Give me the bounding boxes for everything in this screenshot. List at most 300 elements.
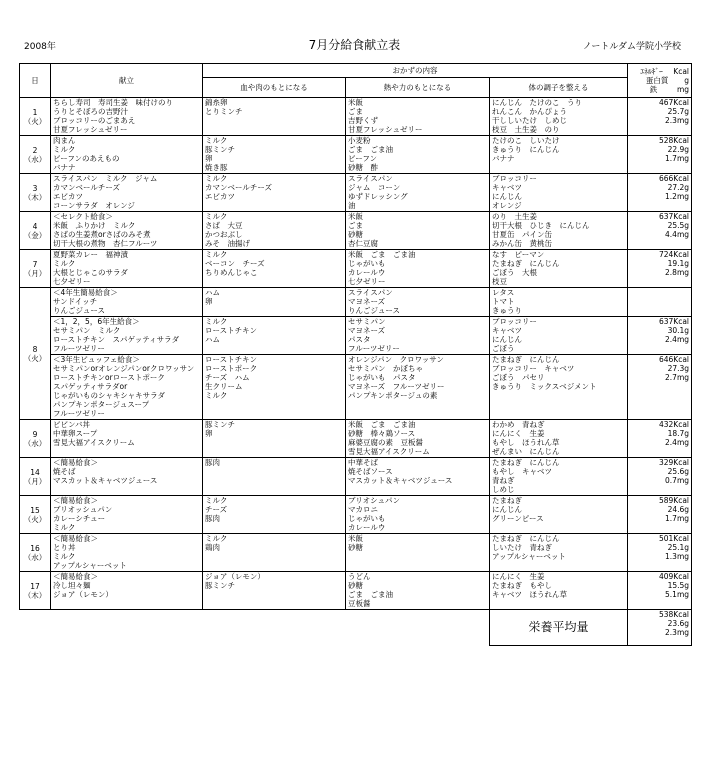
table-row (20, 288, 692, 317)
menu-cell (51, 174, 203, 212)
blood-item: 豚ミンチ (205, 420, 235, 429)
blood-item: カマンベールチーズ (205, 183, 272, 192)
blood-cell (203, 534, 346, 572)
nutrition-value: 25.5g (667, 221, 690, 230)
menu-item: ミルク (53, 145, 76, 154)
nutrition-value: 18.7g (667, 429, 690, 438)
blood-item: 豚ミンチ (205, 145, 235, 154)
nutrition-cell (628, 572, 692, 610)
nutrition-value: 2.4mg (665, 335, 690, 344)
nutrition-value: 4.4mg (665, 230, 690, 239)
heat-item: 油 (348, 201, 356, 210)
blood-cell (203, 250, 346, 288)
table-row (20, 572, 692, 610)
body-cell (490, 420, 628, 458)
heat-item: マヨネーズ フルーツゼリー (348, 382, 445, 391)
blood-item: チーズ ハム (205, 373, 250, 382)
nutrition-value: 2.3mg (665, 116, 690, 125)
nutrition-value: 329Kcal (658, 458, 690, 467)
blood-item: 生クリーム (205, 382, 243, 391)
heat-item: りんごジュース (348, 306, 400, 315)
menu-cell (51, 288, 203, 317)
day-cell (20, 288, 51, 420)
nutrition-cell (628, 496, 692, 534)
body-item: れんこん かんぴょう (492, 107, 567, 116)
blood-cell (203, 98, 346, 136)
menu-item: カマンベールチーズ (53, 183, 120, 192)
blood-item: ミルク (205, 391, 228, 400)
body-item: しいたけ 青ねぎ (492, 543, 552, 552)
body-item: 枝豆 (492, 277, 507, 286)
menu-item: ブロッコリーのごまあえ (53, 116, 136, 125)
menu-cell (51, 572, 203, 610)
body-item: たまねぎ にんじん (492, 458, 560, 467)
body-item: ブロッコリー キャベツ (492, 364, 575, 373)
summary-label: 栄養平均量 (490, 610, 628, 646)
day-cell (20, 458, 51, 496)
menu-item: 雪見大福アイスクリーム (53, 438, 135, 447)
blood-item: ミルク (205, 496, 228, 505)
nutrition-value: 15.5g (667, 581, 690, 590)
blood-cell (203, 420, 346, 458)
body-item: たまねぎ (492, 496, 522, 505)
blood-cell (203, 136, 346, 174)
header-menu: 献立 (51, 64, 203, 98)
menu-item: セサミパン ミルク (53, 326, 121, 335)
table-row (20, 212, 692, 250)
heat-item: 甘夏フレッシュゼリー (348, 125, 423, 134)
header-nutrition (628, 64, 692, 98)
menu-item: ビビンバ丼 (53, 420, 90, 429)
body-item: 干ししいたけ しめじ (492, 116, 567, 125)
body-item: にんじん (492, 335, 522, 344)
nutrition-value: 25.6g (667, 467, 690, 476)
heat-item: ごま ごま油 (348, 590, 393, 599)
nutrition-value: 27.2g (667, 183, 690, 192)
heat-item: 米飯 (348, 98, 363, 107)
blood-cell (203, 317, 346, 355)
nutrition-value (630, 297, 689, 306)
body-item: グリーンピース (492, 514, 544, 523)
table-row (20, 496, 692, 534)
table-row (20, 250, 692, 288)
heat-item: 豆板醤 (348, 599, 371, 608)
nutrition-value: 25.7g (667, 107, 690, 116)
menu-item: ＜簡易給食＞ (53, 534, 98, 543)
nutrition-value: 637Kcal (658, 212, 690, 221)
nutrition-value: 646Kcal (658, 355, 690, 364)
body-item: トマト (492, 297, 515, 306)
nutrition-value: 27.3g (667, 364, 690, 373)
summary-value: 2.3mg (665, 628, 690, 637)
nutrition-value: 1.2mg (665, 192, 690, 201)
day-cell (20, 136, 51, 174)
blood-item: とりミンチ (205, 107, 243, 116)
heat-item: マヨネーズ (348, 326, 386, 335)
body-item: たまねぎ にんじん (492, 534, 560, 543)
body-cell (490, 496, 628, 534)
nutrition-value: 2.7mg (665, 373, 690, 382)
menu-item: 甘夏フレッシュゼリー (53, 125, 128, 134)
menu-item: さばの生姜煮orさばのみそ煮 (53, 230, 151, 239)
day-weekday: （木） (23, 590, 47, 600)
heat-item: スライスパン (348, 288, 393, 297)
header-heat: 熱や力のもとになる (346, 78, 490, 98)
body-item: きゅうり ミックスベジメント (492, 382, 597, 391)
menu-item: カレーシチュー (53, 514, 106, 523)
body-cell (490, 212, 628, 250)
menu-cell (51, 136, 203, 174)
menu-item: じゃがいものシャキシャキサラダ (53, 391, 166, 400)
day-cell (20, 212, 51, 250)
blood-item: チーズ (205, 505, 228, 514)
nutrition-value: 409Kcal (658, 572, 690, 581)
menu-item: 大根とじゃこのサラダ (53, 268, 128, 277)
blood-item: ミルク (205, 174, 228, 183)
menu-item: ローストチキンorローストポーク (53, 373, 165, 382)
menu-item: フルーツゼリー (53, 344, 105, 353)
nutrition-value: 25.1g (667, 543, 690, 552)
day-cell (20, 572, 51, 610)
heat-item: スライスパン (348, 174, 393, 183)
heat-cell (346, 174, 490, 212)
heat-item: 七夕ゼリー (348, 277, 386, 286)
body-item: キャベツ (492, 326, 522, 335)
menu-cell (51, 496, 203, 534)
blood-item: ちりめんじゃこ (205, 268, 258, 277)
body-item: きゅうり にんじん (492, 145, 560, 154)
heat-item: カレールウ (348, 523, 386, 532)
blood-item: ミルク (205, 534, 228, 543)
day-date: 9 (32, 429, 38, 439)
heat-cell (346, 355, 490, 420)
menu-item: マスカット＆キャベツジュース (53, 476, 158, 485)
heat-item: パスタ (348, 335, 371, 344)
menu-item: とり丼 (53, 543, 76, 552)
table-row (20, 174, 692, 212)
body-item: にんにく 生姜 (492, 572, 545, 581)
blood-cell (203, 355, 346, 420)
blood-item: 豚肉 (205, 514, 220, 523)
heat-cell (346, 534, 490, 572)
heat-item: ごま (348, 221, 363, 230)
menu-cell (51, 458, 203, 496)
body-item: オレンジ (492, 201, 522, 210)
day-weekday: （火） (23, 116, 47, 126)
protein-unit: g (684, 76, 690, 85)
nutrition-value: 5.1mg (665, 590, 690, 599)
body-item: キャベツ (492, 183, 522, 192)
menu-item: ＜セレクト給食＞ (53, 212, 113, 221)
body-item: にんじん (492, 192, 522, 201)
menu-item: りんごジュース (53, 306, 105, 315)
body-item: ごぼう パセリ (492, 373, 545, 382)
table-row (20, 534, 692, 572)
heat-cell (346, 572, 490, 610)
table-row (20, 136, 692, 174)
blood-item: ローストチキン (205, 326, 258, 335)
heat-cell (346, 458, 490, 496)
body-item: ぜんまい にんじん (492, 447, 560, 456)
heat-item: 砂糖 (348, 581, 363, 590)
day-cell (20, 534, 51, 572)
body-cell (490, 458, 628, 496)
day-weekday: （木） (23, 192, 47, 202)
day-date: 14 (30, 467, 40, 477)
body-item: 枝豆 土生姜 のり (492, 125, 560, 134)
nutrition-cell (628, 420, 692, 458)
menu-cell (51, 212, 203, 250)
nutrition-value: 30.1g (667, 326, 690, 335)
heat-cell (346, 317, 490, 355)
blood-item: 卵 (205, 154, 213, 163)
body-item: 切干大根 ひじき にんじん (492, 221, 590, 230)
heat-cell (346, 420, 490, 458)
heat-item: 麻婆豆腐の素 豆板醤 (348, 438, 423, 447)
energy-unit: Kcal (673, 67, 690, 76)
iron-label: 鉄 (649, 85, 658, 94)
day-date: 2 (32, 145, 38, 155)
body-item: たまねぎ にんじん (492, 259, 560, 268)
menu-item: 夏野菜カレー 福神漬 (53, 250, 128, 259)
nutrition-value: 2.4mg (665, 438, 690, 447)
body-item: たけのこ しいたけ (492, 136, 560, 145)
body-item: たまねぎ にんじん (492, 355, 560, 364)
heat-item: うどん (348, 572, 371, 581)
header-body: 体の調子を整える (490, 78, 628, 98)
body-cell (490, 98, 628, 136)
heat-item: マヨネーズ (348, 297, 386, 306)
nutrition-value: 1.7mg (665, 154, 690, 163)
body-item: レタス (492, 288, 515, 297)
heat-item: 雪見大福アイスクリーム (348, 447, 430, 456)
nutrition-value: 19.1g (667, 259, 690, 268)
heat-cell (346, 98, 490, 136)
blood-item: ベーコン チーズ (205, 259, 265, 268)
menu-item: うりとそぼろの吉野汁 (53, 107, 128, 116)
blood-item: 錦糸卵 (205, 98, 228, 107)
heat-item: 砂糖 (348, 230, 363, 239)
day-cell (20, 174, 51, 212)
body-item: キャベツ ほうれん草 (492, 590, 567, 599)
heat-item: セサミパン かぼちゃ (348, 364, 423, 373)
body-item: 青ねぎ (492, 476, 515, 485)
menu-cell (51, 317, 203, 355)
day-cell (20, 250, 51, 288)
day-weekday: （月） (23, 476, 47, 486)
blood-item: 豚ミンチ (205, 581, 235, 590)
blood-cell (203, 212, 346, 250)
heat-item: 砂糖 酢 (348, 163, 378, 172)
menu-item: フルーツゼリー (53, 409, 105, 418)
menu-item: 七夕ゼリー (53, 277, 91, 286)
body-item: たまねぎ もやし (492, 581, 552, 590)
nutrition-cell (628, 458, 692, 496)
menu-cell (51, 534, 203, 572)
body-cell (490, 572, 628, 610)
energy-label: ｴﾈﾙｷﾞｰ (640, 67, 663, 76)
day-date: 17 (30, 581, 40, 591)
heat-item: セサミパン (348, 317, 386, 326)
nutrition-cell (628, 136, 692, 174)
nutrition-value (630, 306, 689, 315)
header-blood: 血や肉のもとになる (203, 78, 346, 98)
heat-item: ブリオシュパン (348, 496, 400, 505)
nutrition-cell (628, 355, 692, 420)
menu-item: ＜簡易給食＞ (53, 458, 98, 467)
menu-item: アップルシャーベット (53, 561, 127, 570)
blood-cell (203, 458, 346, 496)
menu-table (19, 63, 692, 646)
school-name: ノートルダム学院小学校 (582, 42, 681, 52)
heat-item: 焼そばソース (348, 467, 393, 476)
menu-item: スパゲッティサラダor (53, 382, 128, 391)
menu-item: 中華卵スープ (53, 429, 98, 438)
heat-item: マカロニ (348, 505, 378, 514)
menu-item: ＜簡易給食＞ (53, 496, 98, 505)
menu-item: バナナ (53, 163, 76, 172)
heat-item: 米飯 (348, 212, 363, 221)
nutrition-cell (628, 98, 692, 136)
heat-cell (346, 136, 490, 174)
blood-item: 卵 (205, 297, 213, 306)
nutrition-cell (628, 250, 692, 288)
body-item: アップルシャーベット (492, 552, 566, 561)
menu-item: エビカツ (53, 192, 83, 201)
menu-item: スライスパン ミルク ジャム (53, 174, 158, 183)
body-item: ごぼう (492, 344, 515, 353)
blood-item: 卵 (205, 429, 213, 438)
header-okazu: おかずの内容 (203, 64, 628, 78)
blood-item: ローストポーク (205, 364, 258, 373)
nutrition-cell (628, 534, 692, 572)
heat-item: 吉野くず (348, 116, 378, 125)
body-item: わかめ 青ねぎ (492, 420, 545, 429)
heat-cell (346, 288, 490, 317)
menu-item: コーンサラダ オレンジ (53, 201, 135, 210)
day-weekday: （水） (23, 552, 47, 562)
menu-item: ローストチキン スパゲッティサラダ (53, 335, 180, 344)
blood-item: 豚肉 (205, 458, 220, 467)
heat-item: 中華そば (348, 458, 378, 467)
body-item: 甘夏缶 パイン缶 (492, 230, 552, 239)
menu-item: 焼そば (53, 467, 76, 476)
heat-item: じゃがいも パスタ (348, 373, 416, 382)
table-row (20, 98, 692, 136)
heat-item: ごま (348, 107, 363, 116)
body-item: もやし ほうれん草 (492, 438, 560, 447)
heat-item: じゃがいも (348, 259, 386, 268)
menu-item: ミルク (53, 552, 76, 561)
menu-cell (51, 98, 203, 136)
heat-item: 米飯 ごま ごま油 (348, 250, 416, 259)
menu-item: サンドイッチ (53, 297, 98, 306)
body-item: にんじん (492, 505, 522, 514)
heat-item: ジャム コーン (348, 183, 401, 192)
nutrition-value: 724Kcal (658, 250, 690, 259)
blood-cell (203, 572, 346, 610)
menu-item: ブリオッシュパン (53, 505, 113, 514)
menu-cell (51, 420, 203, 458)
heat-item: じゃがいも (348, 514, 386, 523)
menu-item: ＜1，2，5，6年生給食＞ (53, 317, 140, 326)
menu-item: 米飯 ふりかけ ミルク (53, 221, 136, 230)
heat-item: フルーツゼリー (348, 344, 400, 353)
nutrition-value: 467Kcal (658, 98, 690, 107)
blood-item: ハム (205, 288, 220, 297)
body-cell (490, 534, 628, 572)
body-item: みかん缶 黄桃缶 (492, 239, 552, 248)
body-item: バナナ (492, 154, 515, 163)
protein-label: 蛋白質 (645, 76, 669, 85)
heat-item: ビーフン (348, 154, 378, 163)
heat-cell (346, 496, 490, 534)
blood-item: エビカツ (205, 192, 235, 201)
summary-row (20, 610, 692, 646)
nutrition-value: 24.6g (667, 505, 690, 514)
heat-cell (346, 250, 490, 288)
blood-cell (203, 174, 346, 212)
body-cell (490, 288, 628, 317)
day-date: 7 (32, 259, 38, 269)
day-date: 4 (32, 221, 38, 231)
menu-item: ミルク (53, 259, 76, 268)
nutrition-value: 2.8mg (665, 268, 690, 277)
blood-cell (203, 496, 346, 534)
nutrition-value: 0.7mg (665, 476, 690, 485)
heat-item: 砂糖 棒々鶏ソース (348, 429, 416, 438)
blood-cell (203, 288, 346, 317)
blood-item: ジョア（レモン） (205, 572, 265, 581)
blood-item: ミルク (205, 212, 228, 221)
heat-item: ゆずドレッシング (348, 192, 408, 201)
day-weekday: （金） (23, 230, 47, 240)
nutrition-value: 432Kcal (658, 420, 690, 429)
menu-item: ちらし寿司 寿司生姜 味付けのり (53, 98, 173, 107)
heat-item: オレンジパン クロワッサン (348, 355, 444, 364)
summary-value: 538Kcal (658, 610, 690, 619)
summary-blank (20, 610, 490, 646)
body-cell (490, 317, 628, 355)
nutrition-cell (628, 317, 692, 355)
blood-item: ミルク (205, 250, 228, 259)
heat-item: ごま ごま油 (348, 145, 393, 154)
blood-item: ハム (205, 335, 220, 344)
day-cell (20, 98, 51, 136)
day-cell (20, 420, 51, 458)
nutrition-value: 666Kcal (658, 174, 690, 183)
blood-item: さば 大豆 (205, 221, 243, 230)
day-date: 15 (30, 505, 40, 515)
heat-item: 米飯 (348, 534, 363, 543)
heat-item: 米飯 ごま ごま油 (348, 420, 416, 429)
heat-cell (346, 212, 490, 250)
blood-item: 鶏肉 (205, 543, 220, 552)
nutrition-value: 1.3mg (665, 552, 690, 561)
body-item: もやし キャベツ (492, 467, 552, 476)
day-date: 3 (32, 183, 38, 193)
menu-item: 冷し坦々麺 (53, 581, 91, 590)
body-item: なす ピーマン (492, 250, 545, 259)
body-item: しめじ (492, 485, 515, 494)
table-row (20, 458, 692, 496)
nutrition-value (630, 288, 689, 297)
body-item: ブロッコリー (492, 174, 537, 183)
table-row (20, 355, 692, 420)
menu-item: 肉まん (53, 136, 76, 145)
blood-item: ローストチキン (205, 355, 258, 364)
day-date: 16 (30, 543, 40, 553)
